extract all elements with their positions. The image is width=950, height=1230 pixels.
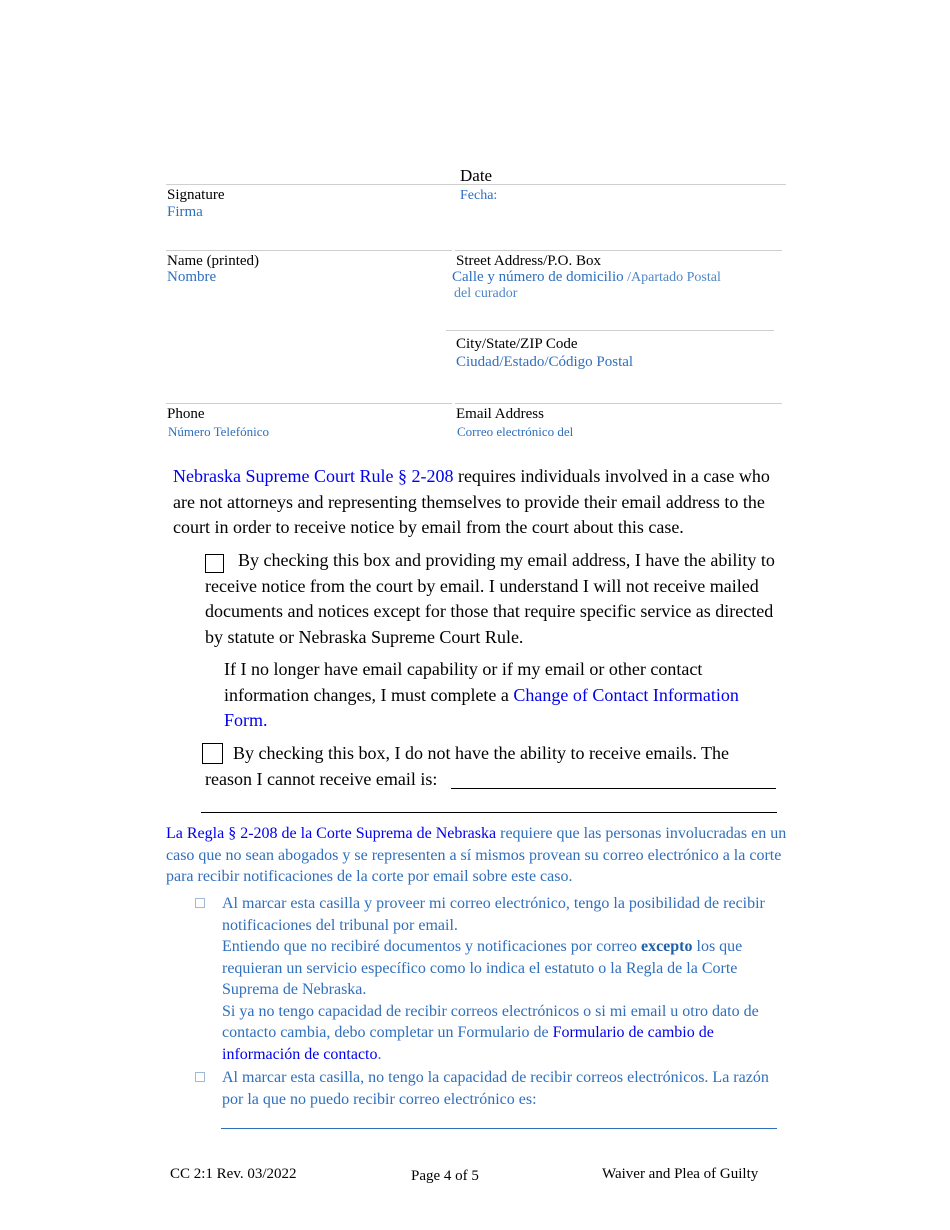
email-line[interactable] — [455, 403, 782, 404]
rule-link[interactable]: Nebraska Supreme Court Rule § 2-208 — [173, 466, 454, 486]
name-label-es: Nombre — [167, 269, 217, 285]
city-label-es: Ciudad/Estado/Código Postal — [456, 354, 634, 370]
change-text: If I no longer have email capability or if my email or other contact information changes, I must complete a — [224, 659, 703, 705]
option2-line2: reason I cannot receive email is: — [205, 769, 438, 789]
name-line[interactable] — [166, 250, 452, 251]
option1-paragraph: By checking this box and providing my email address, I have the ability to receive notice from the court by email. I understand I will not receive mailed documents and notices except for those that require specific service as directed by statute or Nebraska Supreme Court Rule. — [205, 550, 775, 647]
email-label-es: Correo electrónico del — [457, 424, 574, 439]
option1-p2b-es: los que requieran un servicio específico como lo indica el estatuto o la Regla de la Corte Suprema de Nebraska. — [222, 938, 743, 998]
option1-p2-bold-es: excepto — [640, 938, 693, 955]
footer-title: Waiver and Plea of Guilty — [602, 1166, 759, 1182]
option1-p3a-es: Si ya no tengo capacidad de recibir correos electrónicos o si mi email u otro dato de contacto cambia, debo completar un Formulario de — [222, 1002, 759, 1041]
rule-link-es[interactable]: La Regla § 2-208 de la Corte Suprema de Nebraska — [166, 825, 497, 842]
rule-paragraph — [173, 464, 783, 541]
change-paragraph — [224, 657, 769, 734]
phone-label-es: Número Telefónico — [168, 424, 270, 439]
street-label: Street Address/P.O. Box — [456, 253, 602, 269]
phone-line[interactable] — [166, 403, 452, 404]
date-label: Date — [460, 166, 493, 185]
rule-text-es: requiere que las personas involucradas en un caso que no sean abogados y se representen a sí mismos provean su correo electrónico a la corte para recibir notificaciones de la corte por email sobre este caso. — [166, 825, 787, 885]
street-label-es-c: del curador — [454, 286, 518, 301]
no-email-checkbox-es[interactable] — [195, 1072, 205, 1082]
footer-form-id: CC 2:1 Rev. 03/2022 — [170, 1166, 297, 1182]
option1-p2a-es: Entiendo que no recibiré documentos y notificaciones por correo — [222, 938, 641, 955]
city-label: City/State/ZIP Code — [456, 336, 578, 352]
change-form-link-es[interactable]: Formulario de cambio de información de contacto — [222, 1024, 714, 1063]
option1-p1-es: Al marcar esta casilla y proveer mi correo electrónico, tengo la posibilidad de recibir notificaciones del tribunal por email. — [222, 895, 765, 934]
footer-page-number: Page 4 of 5 — [411, 1168, 479, 1184]
street-line[interactable] — [455, 250, 782, 251]
no-email-reason-field[interactable] — [451, 788, 776, 789]
option1-p3-es — [222, 1001, 782, 1066]
signature-label-es: Firma — [167, 204, 203, 220]
no-email-reason-field-es[interactable] — [221, 1128, 777, 1129]
email-label: Email Address — [456, 406, 544, 422]
phone-label: Phone — [167, 406, 205, 422]
option1-p3-end-es: . — [377, 1045, 382, 1063]
email-opt-in-checkbox-es[interactable] — [195, 898, 205, 908]
no-email-reason-field-2[interactable] — [201, 812, 777, 813]
street-label-es-b: /Apartado Postal — [623, 270, 721, 285]
street-label-es — [452, 269, 721, 286]
no-email-checkbox[interactable] — [202, 743, 223, 764]
option1-p2-es — [222, 936, 782, 1001]
date-label-es: Fecha: — [460, 188, 498, 203]
signature-label: Signature — [167, 187, 225, 203]
street-label-es-a: Calle y número de domicilio — [452, 269, 624, 285]
rule-text: requires individuals involved in a case who are not attorneys and representing themselves to provide their email address to the court in order to receive notice by email from the court about this case. — [173, 466, 770, 537]
option2-line1: By checking this box, I do not have the ability to receive emails. The — [233, 743, 730, 763]
option1-paragraph-es — [222, 893, 782, 1065]
option2-paragraph-es: Al marcar esta casilla, no tengo la capacidad de recibir correos electrónicos. La razón por la que no puedo recibir correo electrónico es: — [222, 1069, 769, 1108]
change-form-link[interactable]: Change of Contact Information Form. — [224, 684, 739, 730]
name-label: Name (printed) — [167, 253, 260, 269]
rule-paragraph-es — [166, 823, 788, 888]
signature-line[interactable] — [166, 184, 786, 185]
city-line[interactable] — [446, 330, 774, 331]
